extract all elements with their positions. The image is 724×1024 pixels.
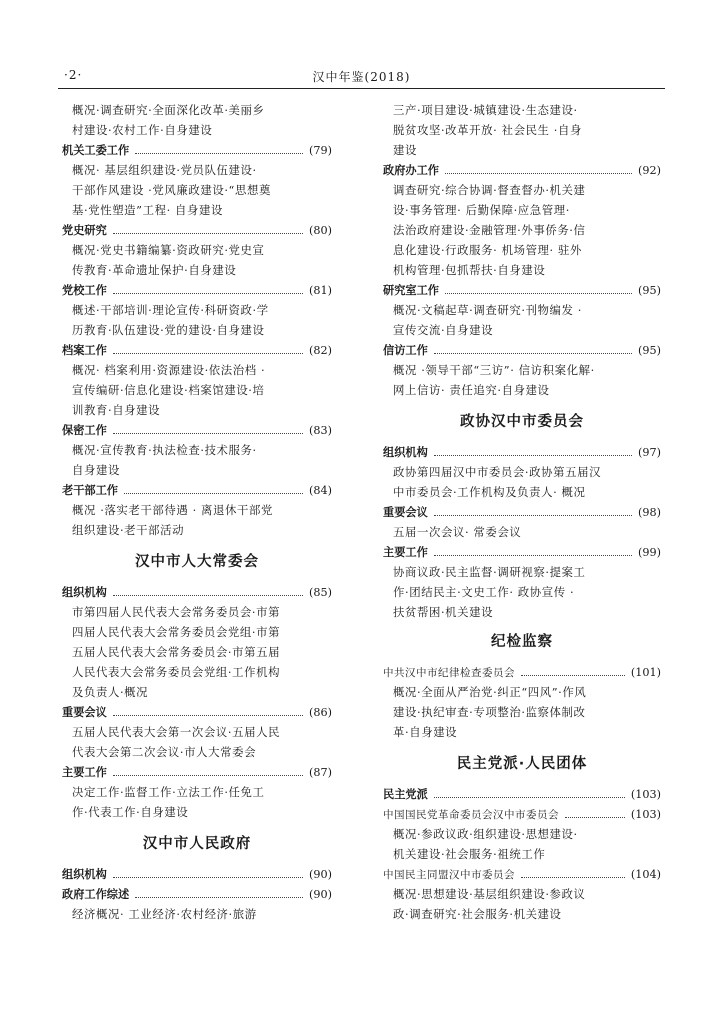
toc-subitems: 概况·思想建设·基层组织建设·参政议 xyxy=(393,887,586,901)
toc-entry-yanjiushi-gongzuo[interactable]: 研究室工作 (95) xyxy=(383,283,661,297)
toc-entry-laoganbu-gongzuo[interactable]: 老干部工作 (84) xyxy=(62,483,332,497)
toc-subitems: 五届人民代表大会常务委员会·市第五届 xyxy=(72,645,281,659)
toc-subitems: 宣传编研·信息化建设·档案馆建设·培 xyxy=(72,383,265,397)
toc-subitems: 市第四届人民代表大会常务委员会·市第 xyxy=(72,605,281,619)
toc-entry-dangxiao-gongzuo[interactable]: 党校工作 (81) xyxy=(62,283,332,297)
toc-entry-minge[interactable]: 中国国民党革命委员会汉中市委员会 (103) xyxy=(383,807,661,821)
toc-subitems: 传教育·革命遗址保护·自身建设 xyxy=(72,263,237,277)
page-header xyxy=(58,62,665,86)
toc-subitems: 概况·全面从严治党·纠正“四风”·作风 xyxy=(393,685,587,699)
toc-subitems: 法治政府建设·金融管理·外事侨务·信 xyxy=(393,223,586,237)
toc-subitems: 概况 ·落实老干部待遇 · 离退休干部党 xyxy=(72,503,273,517)
toc-subitems: 概况· 基层组织建设·党员队伍建设· xyxy=(72,163,257,177)
toc-subitems: 五届一次会议· 常委会议 xyxy=(393,525,522,539)
toc-subitems: 概况·参政议政·组织建设·思想建设· xyxy=(393,827,578,841)
toc-subitems: 设·事务管理· 后勤保障·应急管理· xyxy=(393,203,570,217)
toc-entry-dangshi-yanjiu[interactable]: 党史研究 (80) xyxy=(62,223,332,237)
toc-entry-baomi-gongzuo[interactable]: 保密工作 (83) xyxy=(62,423,332,437)
toc-entry-zuzhi-jigou[interactable]: 组织机构 (85) xyxy=(62,585,332,599)
toc-entry-zuzhi-jigou-3[interactable]: 组织机构 (97) xyxy=(383,445,661,459)
toc-entry-zhengfuban-gongzuo[interactable]: 政府办工作 (92) xyxy=(383,163,661,177)
toc-entry-dangan-gongzuo[interactable]: 档案工作 (82) xyxy=(62,343,332,357)
toc-subitems: 概况·宣传教育·执法检查·技术服务· xyxy=(72,443,257,457)
page-number: ·2· xyxy=(64,68,83,82)
header-rule xyxy=(58,88,665,89)
toc-subitems: 概况· 档案利用·资源建设·依法治档 · xyxy=(72,363,266,377)
toc-subitems: 政协第四届汉中市委员会·政协第五届汉 xyxy=(393,465,602,479)
toc-subitems: 脱贫攻坚·改革开放· 社会民生 ·自身 xyxy=(393,123,582,137)
section-heading-zhengfu: 汉中市人民政府 xyxy=(142,836,252,852)
toc-subitems: 建设 xyxy=(393,143,417,157)
toc-subitems: 概况·文稿起草·调查研究·刊物编发 · xyxy=(393,303,582,317)
toc-subitems: 网上信访· 责任追究·自身建设 xyxy=(393,383,550,397)
toc-entry-jiguan-gongwei[interactable]: 机关工委工作 (79) xyxy=(62,143,332,157)
section-heading-renda: 汉中市人大常委会 xyxy=(135,554,259,570)
toc-subitems: 自身建设 xyxy=(72,463,120,477)
toc-subitems: 概述·干部培训·理论宣传·科研资政·学 xyxy=(72,303,269,317)
toc-subitems: 五届人民代表大会第一次会议·五届人民 xyxy=(72,725,281,739)
toc-subitems: 组织建设·老干部活动 xyxy=(72,523,185,537)
toc-subitems: 中市委员会·工作机构及负责人· 概况 xyxy=(393,485,586,499)
toc-subitems: 决定工作·监督工作·立法工作·任免工 xyxy=(72,785,265,799)
toc-subitems: 四届人民代表大会常务委员会党组·市第 xyxy=(72,625,281,639)
toc-entry-zuzhi-jigou-2[interactable]: 组织机构 (90) xyxy=(62,867,332,881)
toc-subitems: 基·党性塑造”工程· 自身建设 xyxy=(72,203,223,217)
toc-subitems: 人民代表大会常务委员会党组·工作机构 xyxy=(72,665,281,679)
toc-subitems: 扶贫帮困·机关建设 xyxy=(393,605,494,619)
section-heading-minzhu-dangpai: 民主党派·人民团体 xyxy=(456,756,588,772)
toc-subitems: 革·自身建设 xyxy=(393,725,458,739)
toc-subitems: 息化建设·行政服务· 机场管理· 驻外 xyxy=(393,243,582,257)
toc-entry-minmeng[interactable]: 中国民主同盟汉中市委员会 (104) xyxy=(383,867,661,881)
toc-subitems: 概况·调查研究·全面深化改革·美丽乡 xyxy=(72,103,265,117)
toc-entry-xinfang-gongzuo[interactable]: 信访工作 (95) xyxy=(383,343,661,357)
toc-entry-jiwei[interactable]: 中共汉中市纪律检查委员会 (101) xyxy=(383,665,661,679)
toc-subitems: 干部作风建设 ·党风廉政建设·“思想奠 xyxy=(72,183,271,197)
toc-entry-zhuyao-gongzuo-2[interactable]: 主要工作 (99) xyxy=(383,545,661,559)
toc-subitems: 调查研究·综合协调·督查督办·机关建 xyxy=(393,183,586,197)
toc-entry-zhuyao-gongzuo[interactable]: 主要工作 (87) xyxy=(62,765,332,779)
toc-subitems: 概况 ·领导干部“三访”· 信访积案化解· xyxy=(393,363,595,377)
toc-subitems: 建设·执纪审查·专项整治·监察体制改 xyxy=(393,705,586,719)
toc-subitems: 协商议政·民主监督·调研视察·提案工 xyxy=(393,565,586,579)
toc-subitems: 历教育·队伍建设·党的建设·自身建设 xyxy=(72,323,265,337)
section-heading-zhengxie: 政协汉中市委员会 xyxy=(460,414,584,430)
toc-subitems: 政·调查研究·社会服务·机关建设 xyxy=(393,907,562,921)
toc-entry-zhengfu-gongzuo-zongshu[interactable]: 政府工作综述 (90) xyxy=(62,887,332,901)
section-heading-jijian-jiancha: 纪检监察 xyxy=(491,634,553,650)
toc-entry-zhongyao-huiyi[interactable]: 重要会议 (86) xyxy=(62,705,332,719)
toc-subitems: 训教育·自身建设 xyxy=(72,403,161,417)
toc-subitems: 村建设·农村工作·自身建设 xyxy=(72,123,213,137)
toc-entry-zhongyao-huiyi-2[interactable]: 重要会议 (98) xyxy=(383,505,661,519)
toc-subitems: 及负责人·概况 xyxy=(72,685,149,699)
toc-subitems: 概况·党史书籍编纂·资政研究·党史宣 xyxy=(72,243,265,257)
book-title: 汉中年鉴(2018) xyxy=(312,70,411,84)
toc-subitems: 机构管理·包抓帮扶·自身建设 xyxy=(393,263,546,277)
toc-subitems: 作·团结民主·文史工作· 政协宣传 · xyxy=(393,585,575,599)
toc-subitems: 代表大会第二次会议·市人大常委会 xyxy=(72,745,257,759)
toc-subitems: 经济概况· 工业经济·农村经济·旅游 xyxy=(72,907,257,921)
toc-subitems: 三产·项目建设·城镇建设·生态建设· xyxy=(393,103,578,117)
toc-subitems: 机关建设·社会服务·祖统工作 xyxy=(393,847,546,861)
toc-subitems: 宣传交流·自身建设 xyxy=(393,323,494,337)
toc-subitems: 作·代表工作·自身建设 xyxy=(72,805,189,819)
toc-entry-minzhu-dangpai[interactable]: 民主党派 (103) xyxy=(383,787,661,801)
